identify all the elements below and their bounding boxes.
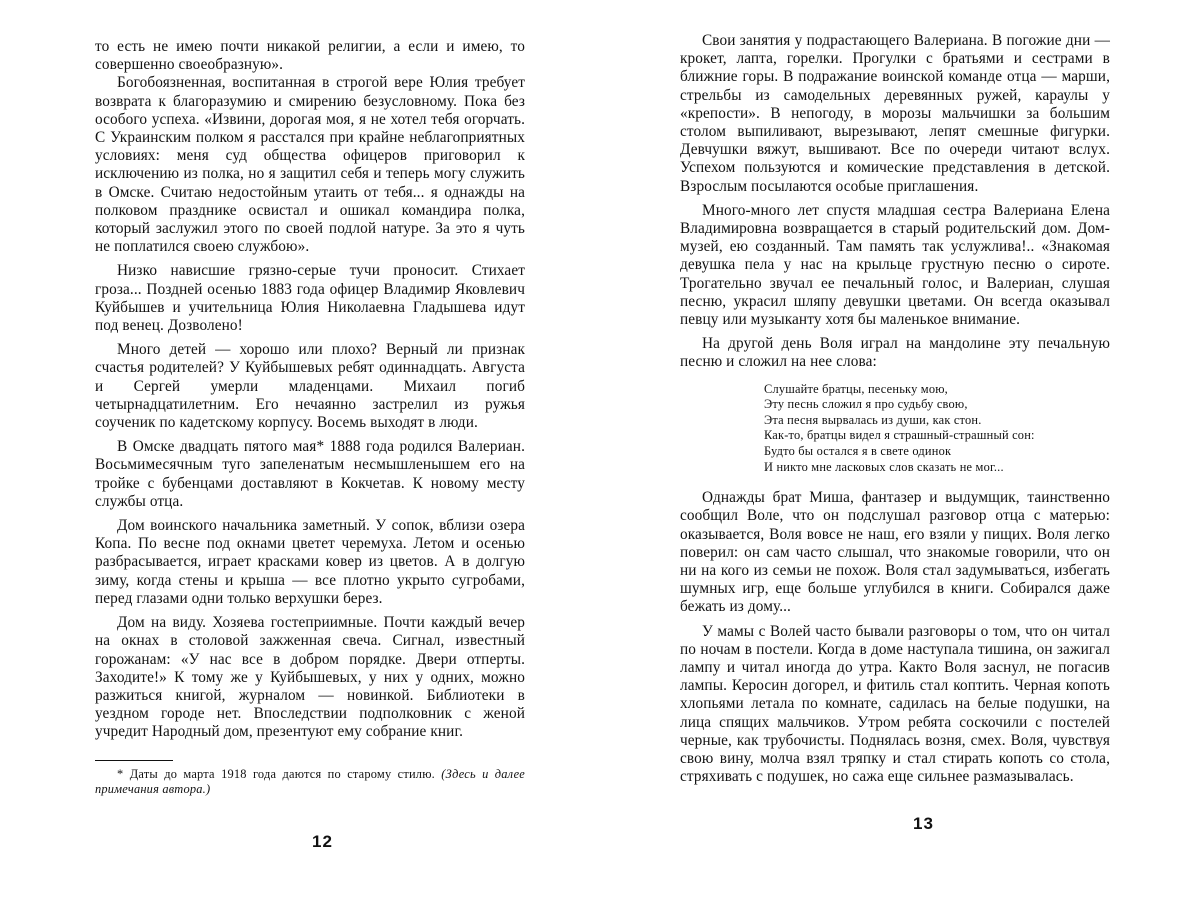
poem-line: Слушайте братцы, песеньку мою, [764,382,1110,398]
poem-line: Эта песня вырвалась из души, как стон. [764,413,1110,429]
footnote-divider [95,760,173,761]
paragraph: На другой день Воля играл на мандолине эту печальную песню и сложил на нее слова: [680,335,1110,371]
footnote-text: * Даты до марта 1918 года даются по старому стилю. [117,767,435,781]
page-number-right: 13 [913,814,934,834]
poem-line: Как-то, братцы видел я страшный-страшный сон: [764,428,1110,444]
footnote-note: (Здесь и далее примечания автора.) [95,767,525,796]
poem-line: Эту песнь сложил я про судьбу свою, [764,397,1110,413]
paragraph: то есть не имею почти никакой религии, а если и имею, то совершенно своеобразную». [95,38,525,74]
page-number-left: 12 [312,832,333,852]
paragraph: Низко нависшие грязно-серые тучи проносит. Стихает гроза... Поздней осенью 1883 года офицер Владимир Яковлевич Куйбышев и учительница Юлия Николаевна Гладышева идут под венец. Дозволено! [95,262,525,335]
left-page [95,38,525,797]
paragraph: Дом на виду. Хозяева гостеприимные. Почти каждый вечер на окнах в столовой зажженная свеча. Сигнал, известный горожанам: «У нас все в добром порядке. Двери отперты. Заходите!» К тому же у Куйбышевых, у них у одних, можно разжиться книгой, журналом — новинкой. Библиотеки в уездном городе нет. Впоследствии подполковник с женой учредит Народный дом, презентуют ему собрание книг. [95,614,525,741]
paragraph: Дом воинского начальника заметный. У сопок, вблизи озера Копа. По весне под окнами цветет черемуха. Летом и осенью разбрасывается, играет красками ковер из цветов. А в долгую зиму, когда стены и крыша — все плотно укрыто сугробами, перед глазами одни только верхушки берез. [95,517,525,608]
footnote [95,767,525,797]
poem-line: И никто мне ласковых слов сказать не мог... [764,460,1110,476]
paragraph: Много-много лет спустя младшая сестра Валериана Елена Владимировна возвращается в старый родительский дом. Дом-музей, ею созданный. Там память так услужлива!.. «Знакомая девушка пела у нас на крыльце грустную песню о сироте. Трогательно звучал ее печальный голос, и Валериан, слушая песню, украсил шляпу девушки цветами. Он всегда оказывал певцу или музыканту хотя бы маленькое внимание. [680,202,1110,329]
poem [764,382,1110,476]
paragraph: Свои занятия у подрастающего Валериана. В погожие дни — крокет, лапта, горелки. Прогулки с братьями и сестрами в ближние горы. В подражание воинской команде отца — марши, стрельбы из самодельных деревянных ружей, караулы у «крепости». В непогоду, в морозы мальчишки за большим столом выпиливают, вырезывают, лепят смешные фигурки. Девчушки вяжут, вышивают. Все по очереди читают вслух. Успехом пользуются и комические представления в детской. Взрослым посылаются особые приглашения. [680,32,1110,196]
paragraph: В Омске двадцать пятого мая* 1888 года родился Валериан. Восьмимесячным туго запеленатым несмышленышем его на тройке с бубенцами доставляют в Кокчетав. К новому месту службы отца. [95,438,525,511]
book-spread [0,0,1200,916]
paragraph: Однажды брат Миша, фантазер и выдумщик, таинственно сообщил Воле, что он подслушал разговор отца с матерью: оказывается, Воля вовсе не наш, его взяли у пищих. Воля легко поверил: он сам часто слышал, что знакомые говорили, что он ни на кого из семьи не похож. Воля стал задумываться, избегать шумных игр, еще больше углубился в книги. Собирался даже бежать из дому... [680,489,1110,616]
paragraph: Богобоязненная, воспитанная в строгой вере Юлия требует возврата к благоразумию и смирению безусловному. Пока без особого успеха. «Извини, дорогая моя, я не хотел тебя огорчать. С Украинским полком я расстался при крайне неблагоприятных условиях: меня суд общества офицеров приговорил к исключению из полка, но я защитил себя и теперь могу служить в Омске. Считаю недостойным утаить от тебя... я однажды на полковом празднике освистал и ошикал командира полка, который заслужил этого по своей подлой натуре. За это я чуть не поплатился своею службою». [95,74,525,256]
poem-line: Будто бы остался я в свете одинок [764,444,1110,460]
paragraph: У мамы с Волей часто бывали разговоры о том, что он читал по ночам в постели. Когда в доме наступала тишина, он зажигал лампу и читал иногда до утра. Както Воля заснул, не погасив лампы. Керосин догорел, и фитиль стал коптить. Черная копоть хлопьями летала по комнате, садилась на белые подушки, на лица спящих мальчиков. Утром ребята соскочили с постелей черные, как трубочисты. Поднялась возня, смех. Воля, чувствуя свою вину, молча взял тряпку и стал стирать копоть со стола, стряхивать с подушек, но сажа еще сильнее размазывалась. [680,623,1110,787]
paragraph: Много детей — хорошо или плохо? Верный ли признак счастья родителей? У Куйбышевых ребят одиннадцать. Августа и Сергей умерли младенцами. Михаил погиб четырнадцатилетним. Его нечаянно застрелил из ружья соученик по кадетскому корпусу. Восемь выходят в люди. [95,341,525,432]
right-page [680,32,1110,786]
